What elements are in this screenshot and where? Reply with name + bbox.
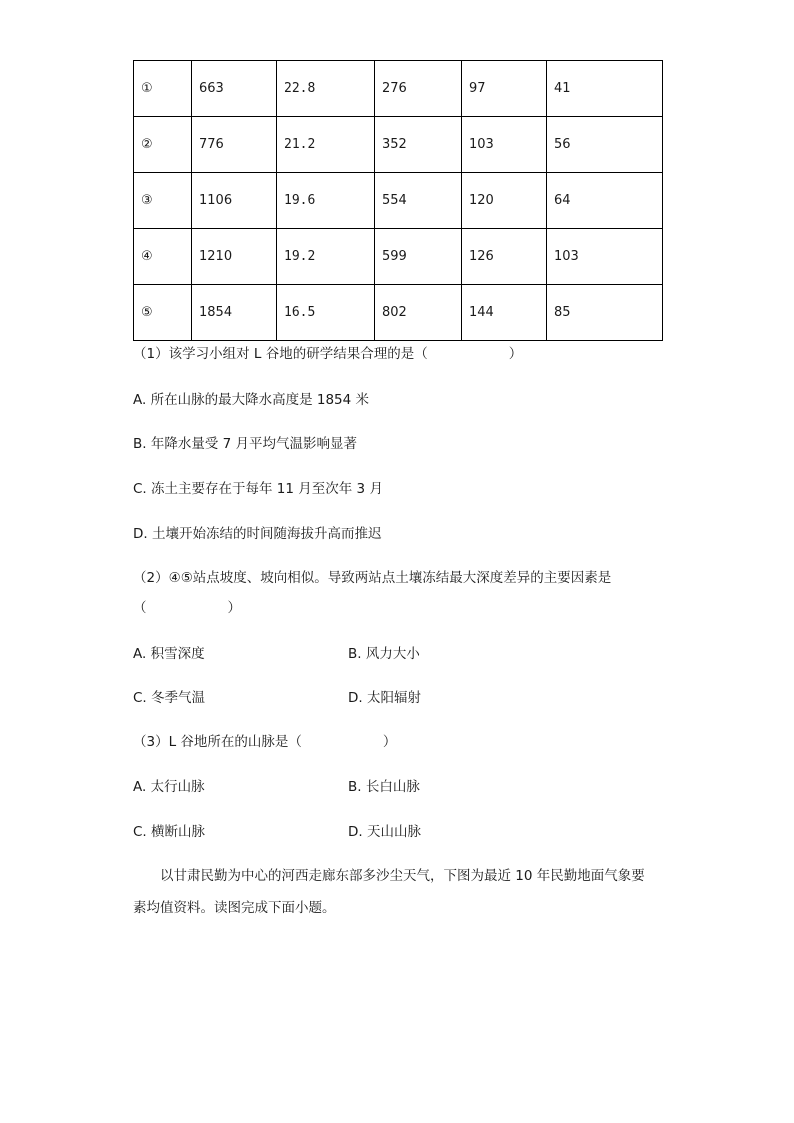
question-2-option-b: B. 风力大小 <box>348 646 420 662</box>
table-row <box>134 229 663 285</box>
question-2-stem: （2）④⑤站点坡度、坡向相似。导致两站点土壤冻结最大深度差异的主要因素是 <box>133 570 612 586</box>
table-row <box>134 117 663 173</box>
passage-text-line-1: 以甘肃民勤为中心的河西走廊东部多沙尘天气，下图为最近 10 年民勤地面气象要 <box>160 868 645 884</box>
table-cell: 103 <box>547 229 663 285</box>
table-cell: 16.5 <box>277 285 375 341</box>
question-1-option-d: D. 土壤开始冻结的时间随海拔升高而推迟 <box>133 526 382 542</box>
question-2-answer-blank: （ ） <box>133 600 241 616</box>
table-cell: 1210 <box>192 229 277 285</box>
station-id: ③ <box>134 173 192 229</box>
station-data-table <box>133 60 663 341</box>
question-2-option-c: C. 冬季气温 <box>133 690 206 706</box>
question-2-option-d: D. 太阳辐射 <box>348 690 421 706</box>
question-1-option-a: A. 所在山脉的最大降水高度是 1854 米 <box>133 392 370 408</box>
table-cell: 56 <box>547 117 663 173</box>
table-cell: 599 <box>375 229 462 285</box>
table-cell: 120 <box>462 173 547 229</box>
table-cell: 103 <box>462 117 547 173</box>
table-cell: 19.2 <box>277 229 375 285</box>
station-id: ⑤ <box>134 285 192 341</box>
table-cell: 22.8 <box>277 61 375 117</box>
table-cell: 97 <box>462 61 547 117</box>
question-3-option-b: B. 长白山脉 <box>348 779 420 795</box>
table-cell: 276 <box>375 61 462 117</box>
passage-text-line-2: 素均值资料。读图完成下面小题。 <box>133 900 336 916</box>
station-id: ④ <box>134 229 192 285</box>
station-id: ② <box>134 117 192 173</box>
table-cell: 19.6 <box>277 173 375 229</box>
table-cell: 776 <box>192 117 277 173</box>
question-3-option-a: A. 太行山脉 <box>133 779 205 795</box>
table-cell: 21.2 <box>277 117 375 173</box>
table-cell: 41 <box>547 61 663 117</box>
table-row <box>134 285 663 341</box>
table-cell: 64 <box>547 173 663 229</box>
table-cell: 663 <box>192 61 277 117</box>
table-row <box>134 173 663 229</box>
table-cell: 802 <box>375 285 462 341</box>
table-cell: 126 <box>462 229 547 285</box>
question-1-option-c: C. 冻土主要存在于每年 11 月至次年 3 月 <box>133 481 383 497</box>
table-cell: 554 <box>375 173 462 229</box>
question-3-option-d: D. 天山山脉 <box>348 824 421 840</box>
question-1-stem: （1）该学习小组对 L 谷地的研学结果合理的是（ ） <box>133 346 523 362</box>
question-3-option-c: C. 横断山脉 <box>133 824 206 840</box>
table-cell: 1106 <box>192 173 277 229</box>
table-cell: 1854 <box>192 285 277 341</box>
table-cell: 144 <box>462 285 547 341</box>
table-cell: 85 <box>547 285 663 341</box>
question-2-option-a: A. 积雪深度 <box>133 646 205 662</box>
table-cell: 352 <box>375 117 462 173</box>
table-row <box>134 61 663 117</box>
question-3-stem: （3）L 谷地所在的山脉是（ ） <box>133 734 397 750</box>
question-1-option-b: B. 年降水量受 7 月平均气温影响显著 <box>133 436 358 452</box>
station-id: ① <box>134 61 192 117</box>
